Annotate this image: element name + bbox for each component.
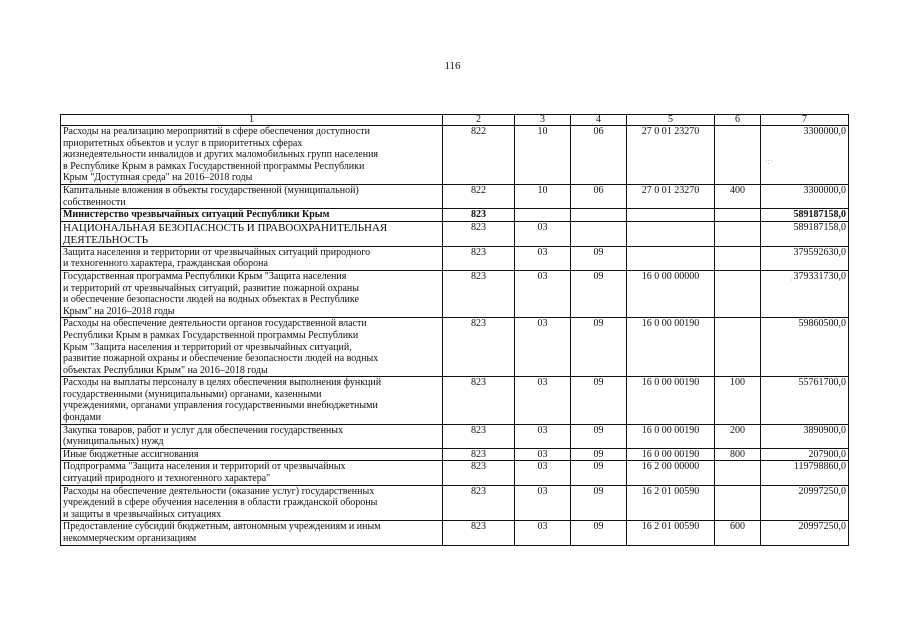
row-target-article bbox=[627, 270, 715, 317]
row-amount bbox=[761, 448, 849, 461]
row-amount bbox=[761, 184, 849, 208]
row-description bbox=[61, 126, 443, 185]
row-amount bbox=[761, 209, 849, 222]
table-row bbox=[61, 221, 849, 246]
row-subsection-code bbox=[571, 424, 627, 448]
row-admin-code bbox=[443, 377, 515, 424]
row-description bbox=[61, 521, 443, 545]
row-section-code-text: 03 bbox=[537, 246, 548, 258]
row-target-article-text: 16 2 01 00590 bbox=[641, 521, 700, 533]
column-number: 1 bbox=[61, 115, 443, 126]
row-subsection-code-text: 09 bbox=[593, 246, 604, 258]
row-amount-text: 589187158,0 bbox=[793, 209, 846, 221]
row-description-text: Защита населения и территории от чрезвычайных ситуаций природного и техногенного характера, гражданская оборона bbox=[63, 246, 371, 270]
row-description bbox=[61, 221, 443, 246]
row-admin-code bbox=[443, 461, 515, 485]
row-admin-code-text: 823 bbox=[471, 318, 486, 330]
row-amount bbox=[761, 377, 849, 424]
row-amount-text: 55761700,0 bbox=[798, 377, 846, 389]
row-section-code bbox=[515, 221, 571, 246]
row-subsection-code bbox=[571, 318, 627, 377]
row-description-text: Закупка товаров, работ и услуг для обеспечения государственных (муниципальных) нужд bbox=[63, 424, 344, 448]
row-section-code bbox=[515, 126, 571, 185]
row-subsection-code bbox=[571, 377, 627, 424]
row-admin-code-text: 823 bbox=[471, 424, 486, 436]
row-target-article bbox=[627, 521, 715, 545]
column-number: 2 bbox=[443, 115, 515, 126]
row-subsection-code bbox=[571, 209, 627, 222]
row-section-code-text: 03 bbox=[537, 221, 548, 233]
row-amount bbox=[761, 270, 849, 317]
row-subsection-code-text: 09 bbox=[593, 318, 604, 330]
row-amount-text: 207900,0 bbox=[808, 448, 846, 460]
row-section-code-text: 03 bbox=[537, 521, 548, 533]
row-amount-text: 59860500,0 bbox=[798, 318, 846, 330]
row-target-article bbox=[627, 184, 715, 208]
row-target-article bbox=[627, 209, 715, 222]
row-description-text: Капитальные вложения в объекты государственной (муниципальной) собственности bbox=[63, 184, 359, 208]
row-section-code bbox=[515, 184, 571, 208]
table-row bbox=[61, 246, 849, 270]
row-admin-code bbox=[443, 246, 515, 270]
row-admin-code-text: 823 bbox=[471, 377, 486, 389]
row-subsection-code-text: 09 bbox=[593, 521, 604, 533]
row-amount bbox=[761, 461, 849, 485]
row-description-text: Расходы на обеспечение деятельности органов государственной власти Республики Крым в рамках Государственной программы Республики Крым "Защита населения и территорий от чрезвычайных ситуаций, развитие пожарной охраны и обеспечение безопасности людей на водных объектах Республики Крым" на 2016–2018 годы bbox=[63, 318, 379, 376]
row-admin-code bbox=[443, 318, 515, 377]
row-admin-code-text: 823 bbox=[471, 221, 486, 233]
row-expense-type bbox=[715, 521, 761, 545]
row-admin-code bbox=[443, 184, 515, 208]
row-amount bbox=[761, 221, 849, 246]
row-target-article-text: 27 0 01 23270 bbox=[641, 126, 700, 137]
row-section-code bbox=[515, 448, 571, 461]
row-description bbox=[61, 485, 443, 521]
row-expense-type bbox=[715, 126, 761, 185]
row-section-code-text: 03 bbox=[537, 424, 548, 436]
row-section-code bbox=[515, 209, 571, 222]
row-description bbox=[61, 184, 443, 208]
row-amount-text: 3890900,0 bbox=[803, 424, 846, 436]
column-number: 3 bbox=[515, 115, 571, 126]
row-description-text: Подпрограмма "Защита населения и территорий от чрезвычайных ситуаций природного и техногенного характера" bbox=[63, 461, 346, 485]
row-target-article-text: 16 2 00 00000 bbox=[641, 461, 700, 473]
row-section-code-text: 03 bbox=[537, 485, 548, 497]
row-subsection-code-text: 09 bbox=[593, 377, 604, 389]
table-row bbox=[61, 126, 849, 185]
row-admin-code bbox=[443, 221, 515, 246]
row-description bbox=[61, 448, 443, 461]
row-subsection-code bbox=[571, 448, 627, 461]
row-admin-code bbox=[443, 209, 515, 222]
row-amount-text: 20997250,0 bbox=[798, 485, 846, 497]
table-row bbox=[61, 521, 849, 545]
row-subsection-code bbox=[571, 184, 627, 208]
row-target-article-text: 16 0 00 00190 bbox=[641, 424, 700, 436]
row-target-article bbox=[627, 377, 715, 424]
row-expense-type bbox=[715, 209, 761, 222]
row-section-code-text: 10 bbox=[537, 126, 548, 137]
row-section-code bbox=[515, 485, 571, 521]
row-target-article bbox=[627, 221, 715, 246]
row-expense-type bbox=[715, 448, 761, 461]
row-expense-type bbox=[715, 221, 761, 246]
table-row bbox=[61, 377, 849, 424]
row-expense-type bbox=[715, 424, 761, 448]
row-description-text: Расходы на выплаты персоналу в целях обеспечения выполнения функций государственными (муниципальными) органами, казенными учреждениями, органами управления государственными внебюджетными фондами bbox=[63, 377, 382, 424]
row-amount bbox=[761, 246, 849, 270]
row-description bbox=[61, 424, 443, 448]
page-number: 116 bbox=[444, 60, 461, 72]
row-admin-code-text: 823 bbox=[471, 270, 486, 282]
table-row bbox=[61, 209, 849, 222]
row-admin-code-text: 823 bbox=[471, 485, 486, 497]
table-row bbox=[61, 485, 849, 521]
row-admin-code bbox=[443, 521, 515, 545]
row-admin-code bbox=[443, 448, 515, 461]
row-expense-type-text: 600 bbox=[730, 521, 745, 533]
row-target-article-text: 27 0 01 23270 bbox=[641, 184, 700, 196]
row-admin-code-text: 823 bbox=[471, 461, 486, 473]
row-target-article bbox=[627, 485, 715, 521]
row-expense-type-text: 400 bbox=[730, 184, 745, 196]
row-description bbox=[61, 318, 443, 377]
row-section-code bbox=[515, 246, 571, 270]
table-body bbox=[61, 126, 849, 546]
row-description bbox=[61, 377, 443, 424]
row-section-code bbox=[515, 377, 571, 424]
row-section-code-text: 03 bbox=[537, 270, 548, 282]
row-admin-code bbox=[443, 126, 515, 185]
row-section-code bbox=[515, 521, 571, 545]
row-subsection-code bbox=[571, 246, 627, 270]
row-expense-type bbox=[715, 318, 761, 377]
row-section-code bbox=[515, 318, 571, 377]
table-row bbox=[61, 270, 849, 317]
row-section-code bbox=[515, 461, 571, 485]
row-subsection-code-text: 09 bbox=[593, 461, 604, 473]
column-number: 5 bbox=[627, 115, 715, 126]
row-amount-text: 379331730,0 bbox=[793, 270, 846, 282]
row-target-article bbox=[627, 448, 715, 461]
row-admin-code-text: 822 bbox=[471, 184, 486, 196]
column-number-row bbox=[61, 115, 849, 126]
row-description-text: Расходы на обеспечение деятельности (оказание услуг) государственных учреждений в сфере обучения населения в области гражданской обороны и защиты в чрезвычайных ситуациях bbox=[63, 485, 378, 520]
row-amount bbox=[761, 126, 849, 185]
row-target-article bbox=[627, 126, 715, 185]
row-subsection-code bbox=[571, 221, 627, 246]
row-target-article bbox=[627, 424, 715, 448]
row-description-text: Расходы на реализацию мероприятий в сфере обеспечения доступности приоритетных объектов и услуг в приоритетных сферах жизнедеятельности инвалидов и других маломобильных групп населения в Республике Крым в рамках Государственной программы Республики Крым "Доступная среда" на 2016–2018 годы bbox=[63, 126, 379, 184]
row-section-code-text: 03 bbox=[537, 461, 548, 473]
row-target-article-text: 16 0 00 00000 bbox=[641, 270, 700, 282]
row-description bbox=[61, 270, 443, 317]
row-expense-type bbox=[715, 270, 761, 317]
row-description-text: Предоставление субсидий бюджетным, автономным учреждениям и иным некоммерческим организациям bbox=[63, 521, 381, 544]
row-expense-type-text: 800 bbox=[730, 448, 745, 460]
row-subsection-code-text: 09 bbox=[593, 485, 604, 497]
row-target-article-text: 16 0 00 00190 bbox=[641, 448, 700, 460]
row-description bbox=[61, 461, 443, 485]
table-row bbox=[61, 424, 849, 448]
table-row bbox=[61, 318, 849, 377]
row-admin-code-text: 822 bbox=[471, 126, 486, 137]
row-admin-code-text: 823 bbox=[471, 246, 486, 258]
row-subsection-code-text: 06 bbox=[593, 126, 604, 137]
row-subsection-code bbox=[571, 485, 627, 521]
row-amount bbox=[761, 318, 849, 377]
row-description-text: Государственная программа Республики Крым "Защита населения и территорий от чрезвычайных ситуаций, развитие пожарной охраны и обеспечение безопасности людей на водных объектах в Республике Крым" на 2016–2018 годы bbox=[63, 270, 359, 317]
row-description-text: НАЦИОНАЛЬНАЯ БЕЗОПАСНОСТЬ И ПРАВООХРАНИТЕЛЬНАЯ ДЕЯТЕЛЬНОСТЬ bbox=[63, 221, 388, 246]
row-section-code-text: 10 bbox=[537, 184, 548, 196]
row-admin-code-text: 823 bbox=[471, 448, 486, 460]
row-amount-text: 3300000,0 bbox=[803, 126, 846, 137]
scan-speck: ·:· bbox=[765, 157, 773, 166]
row-subsection-code-text: 09 bbox=[593, 448, 604, 460]
row-amount-text: 3300000,0 bbox=[803, 184, 846, 196]
row-expense-type bbox=[715, 461, 761, 485]
row-expense-type-text: 200 bbox=[730, 424, 745, 436]
row-expense-type-text: 100 bbox=[730, 377, 745, 389]
row-target-article-text: 16 0 00 00190 bbox=[641, 318, 700, 330]
row-expense-type bbox=[715, 377, 761, 424]
row-target-article-text: 16 0 00 00190 bbox=[641, 377, 700, 389]
budget-table bbox=[60, 114, 849, 546]
row-admin-code-text: 823 bbox=[471, 521, 486, 533]
table-row bbox=[61, 461, 849, 485]
row-amount bbox=[761, 485, 849, 521]
row-subsection-code-text: 09 bbox=[593, 424, 604, 436]
row-admin-code bbox=[443, 485, 515, 521]
row-amount-text: 589187158,0 bbox=[793, 221, 846, 233]
column-number: 6 bbox=[715, 115, 761, 126]
row-subsection-code-text: 09 bbox=[593, 270, 604, 282]
column-number: 4 bbox=[571, 115, 627, 126]
row-subsection-code bbox=[571, 270, 627, 317]
row-admin-code bbox=[443, 270, 515, 317]
row-subsection-code bbox=[571, 461, 627, 485]
row-target-article-text: 16 2 01 00590 bbox=[641, 485, 700, 497]
row-section-code-text: 03 bbox=[537, 448, 548, 460]
row-expense-type bbox=[715, 184, 761, 208]
row-target-article bbox=[627, 461, 715, 485]
row-admin-code-text: 823 bbox=[471, 209, 486, 221]
scan-speck: · bbox=[790, 276, 793, 285]
row-amount-text: 379592630,0 bbox=[793, 246, 846, 258]
row-subsection-code bbox=[571, 521, 627, 545]
row-description-text: Министерство чрезвычайных ситуаций Республики Крым bbox=[63, 209, 330, 221]
row-amount bbox=[761, 424, 849, 448]
row-section-code bbox=[515, 424, 571, 448]
table-row bbox=[61, 184, 849, 208]
row-target-article bbox=[627, 318, 715, 377]
row-description bbox=[61, 246, 443, 270]
row-expense-type bbox=[715, 246, 761, 270]
row-amount-text: 119798860,0 bbox=[793, 461, 846, 473]
row-subsection-code bbox=[571, 126, 627, 185]
row-description-text: Иные бюджетные ассигнования bbox=[63, 448, 199, 460]
row-amount bbox=[761, 521, 849, 545]
row-section-code-text: 03 bbox=[537, 377, 548, 389]
row-subsection-code-text: 06 bbox=[593, 184, 604, 196]
row-amount-text: 20997250,0 bbox=[798, 521, 846, 533]
row-description bbox=[61, 209, 443, 222]
row-section-code bbox=[515, 270, 571, 317]
row-admin-code bbox=[443, 424, 515, 448]
table-row bbox=[61, 448, 849, 461]
row-section-code-text: 03 bbox=[537, 318, 548, 330]
row-expense-type bbox=[715, 485, 761, 521]
row-target-article bbox=[627, 246, 715, 270]
column-number: 7 bbox=[761, 115, 849, 126]
